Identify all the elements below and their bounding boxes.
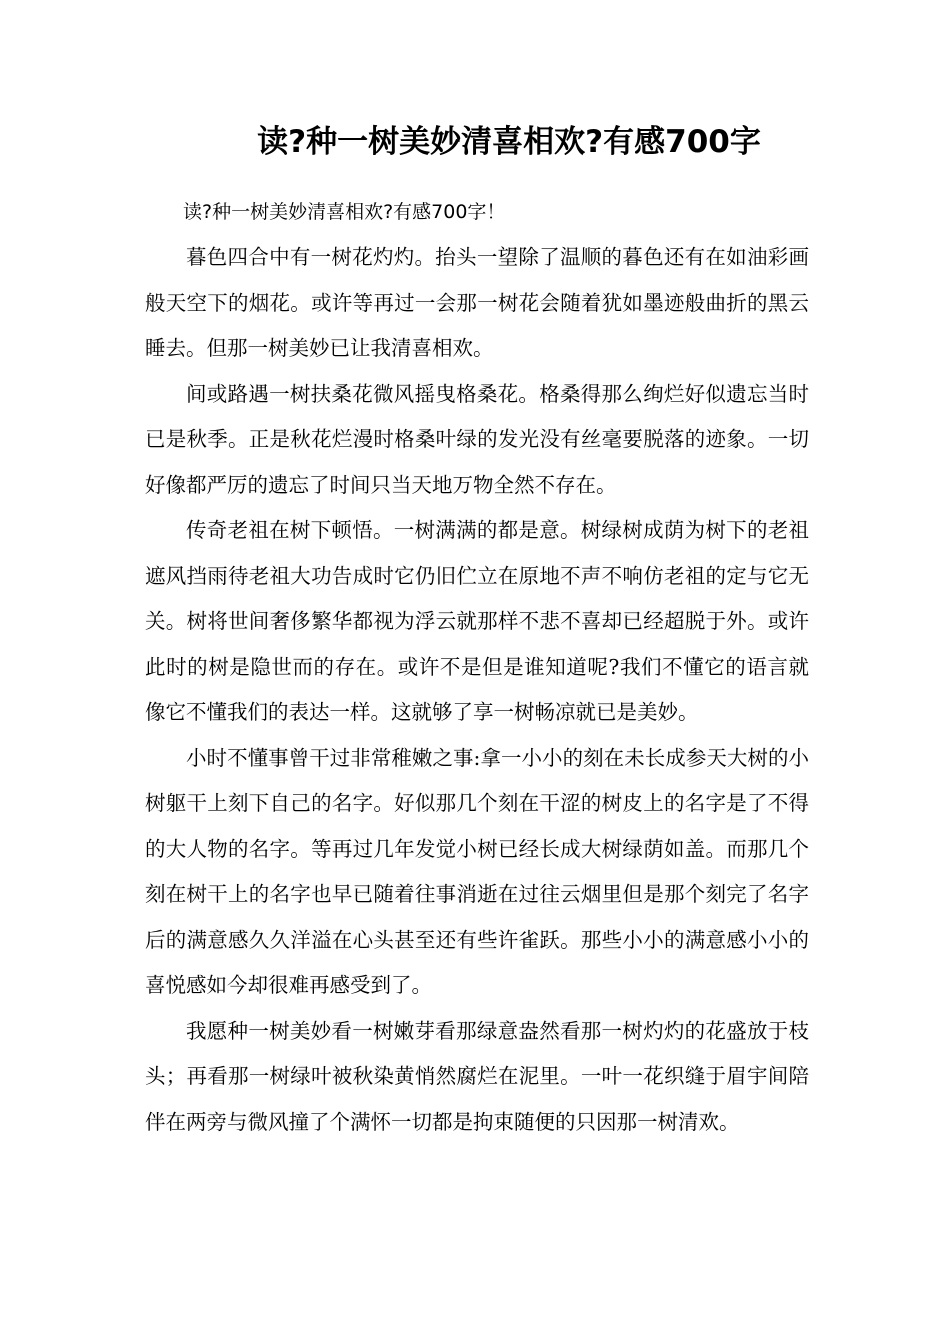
body-paragraph: 暮色四合中有一树花灼灼。抬头一望除了温顺的暮色还有在如油彩画般天空下的烟花。或许等再过一会那一树花会随着犹如墨迹般曲折的黑云睡去。但那一树美妙已让我清喜相欢。 xyxy=(145,245,809,360)
document-title: 读?种一树美妙清喜相欢?有感700字 xyxy=(257,124,761,160)
body-paragraph: 间或路遇一树扶桑花微风摇曳格桑花。格桑得那么绚烂好似遗忘当时已是秋季。正是秋花烂漫时格桑叶绿的发光没有丝毫要脱落的迹象。一切好像都严厉的遗忘了时间只当天地万物全然不存在。 xyxy=(145,381,809,497)
body-paragraph: 我愿种一树美妙看一树嫩芽看那绿意盎然看那一树灼灼的花盛放于枝头；再看那一树绿叶被秋染黄悄然腐烂在泥里。一叶一花织缝于眉宇间陪伴在两旁与微风撞了个满怀一切都是拘束随便的只因那一树清欢。 xyxy=(145,1018,809,1134)
body-paragraph: 小时不懂事曾干过非常稚嫩之事:拿一小小的刻在未长成参天大树的小树躯干上刻下自己的名字。好似那几个刻在干涩的树皮上的名字是了不得的大人物的名字。等再过几年发觉小树已经长成大树绿荫如盖。而那几个刻在树干上的名字也早已随着往事消逝在过往云烟里但是那个刻完了名字后的满意感久久洋溢在心头甚至还有些许雀跃。那些小小的满意感小小的喜悦感如今却很难再感受到了。 xyxy=(145,745,809,997)
intro-paragraph: 读?种一树美妙清喜相欢?有感700字！ xyxy=(183,201,506,223)
document-body xyxy=(145,190,809,1145)
body-paragraph: 传奇老祖在树下顿悟。一树满满的都是意。树绿树成荫为树下的老祖遮风挡雨待老祖大功告成时它仍旧伫立在原地不声不响仿老祖的定与它无关。树将世间奢侈繁华都视为浮云就那样不悲不喜却已经超脱于外。或许此时的树是隐世而的存在。或许不是但是谁知道呢?我们不懂它的语言就像它不懂我们的表达一样。这就够了享一树畅凉就已是美妙。 xyxy=(145,518,809,724)
